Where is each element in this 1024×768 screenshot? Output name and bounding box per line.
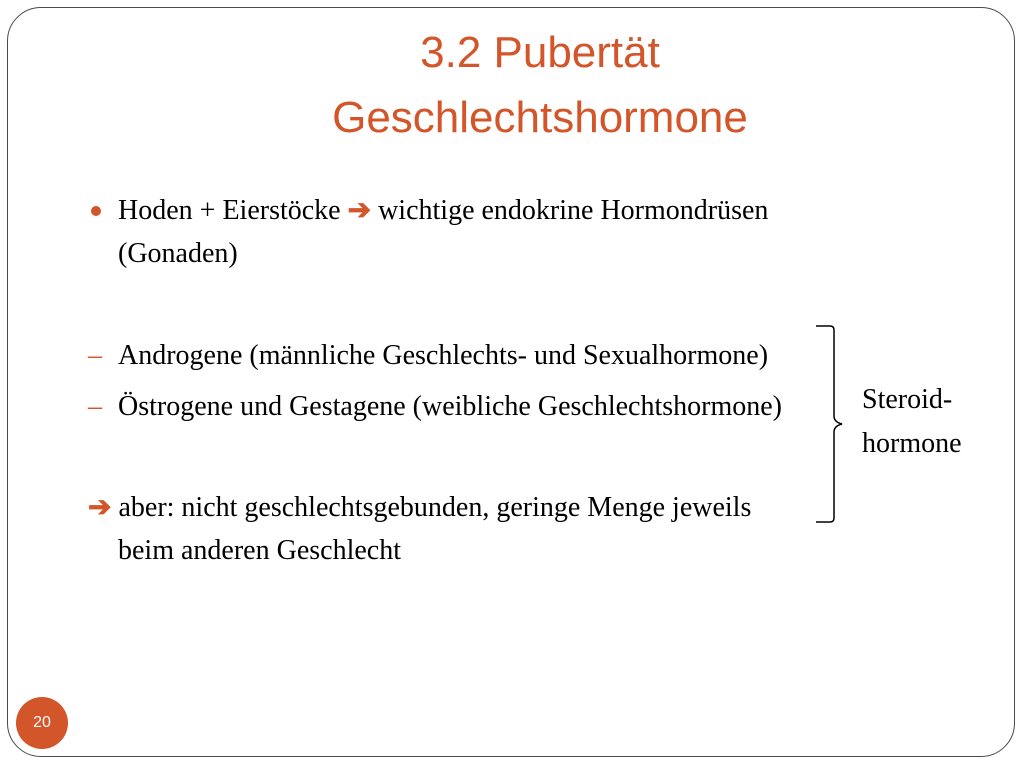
slide-title-line-2: Geschlechtshormone bbox=[332, 93, 748, 142]
note-text-line-1: aber: nicht geschlechtsgebunden, geringe Menge jeweils bbox=[111, 492, 752, 523]
right-brace-icon bbox=[812, 324, 852, 524]
page-number-badge: 20 bbox=[16, 697, 68, 749]
dash-icon: – bbox=[88, 340, 102, 371]
brace-label-line-2: hormone bbox=[862, 428, 962, 459]
arrow-right-icon: ➔ bbox=[88, 492, 112, 523]
sub-item-androgene: Androgene (männliche Geschlechts- und Sexualhormone) bbox=[118, 340, 769, 371]
sub-item-oestrogene: Östrogene und Gestagene (weibliche Geschlechtshormone) bbox=[118, 391, 782, 422]
bullet-1-line-2: (Gonaden) bbox=[118, 238, 238, 269]
slide-title-line-1: 3.2 Pubertät bbox=[420, 28, 660, 77]
bullet-dot-icon bbox=[91, 206, 101, 216]
bullet-1-text-after: wichtige endokrine Hormondrüsen bbox=[371, 195, 769, 226]
bullet-1-line-1 bbox=[118, 195, 768, 227]
brace-label-line-1: Steroid- bbox=[862, 384, 953, 415]
note-line-2: beim anderen Geschlecht bbox=[118, 535, 401, 566]
arrow-right-icon: ➔ bbox=[347, 195, 372, 226]
bullet-1-text-before: Hoden + Eierstöcke bbox=[118, 195, 348, 226]
dash-icon: – bbox=[88, 391, 102, 422]
note-line-1 bbox=[88, 492, 751, 524]
